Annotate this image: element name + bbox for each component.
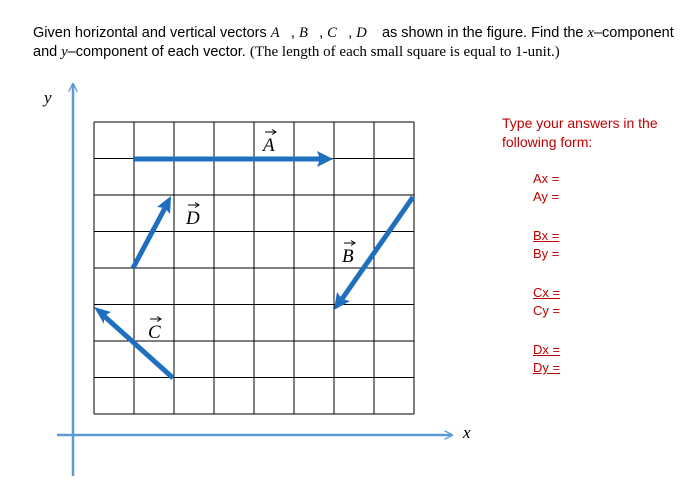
svg-text:C: C (148, 322, 161, 343)
question-text: Given horizontal and vertical vectors A, B, C, D as shown in the figure. Find the x–component and y–component of each vector. (The length of each small square is equal to 1-unit.) (33, 25, 674, 60)
svg-text:A: A (263, 135, 275, 156)
answer-cy[interactable]: Cy = (533, 303, 561, 318)
answer-by[interactable]: By = (533, 246, 560, 261)
vector-label-a (261, 130, 276, 157)
vector-symbol-c: C (327, 25, 349, 41)
svg-text:D: D (186, 208, 200, 229)
answer-panel (502, 114, 692, 398)
svg-text:B: B (342, 246, 354, 267)
vector-label-c (148, 317, 161, 344)
y-variable: y (61, 44, 68, 60)
vector-a (133, 151, 333, 167)
answer-cx[interactable]: Cx = (533, 285, 561, 300)
x-axis-label: x (463, 423, 471, 442)
question-and: and (33, 44, 58, 60)
question-intro: Given horizontal and vertical vectors (33, 25, 267, 41)
answer-group-a (533, 170, 692, 206)
answer-dx[interactable]: Dx = (533, 342, 561, 357)
vector-symbol-d: D (356, 25, 378, 41)
answer-instructions: Type your answers in the following form: (502, 115, 658, 150)
question-mid: as shown in the figure. Find the (381, 25, 584, 41)
question-dash-1: –component (593, 25, 674, 41)
vector-symbol-a: A (270, 25, 291, 41)
answer-fields (533, 170, 692, 377)
question-note: (The length of each small square is equal to 1-unit.) (249, 44, 560, 60)
answer-ax[interactable]: Ax = (533, 171, 560, 186)
x-variable: x (587, 25, 594, 41)
answer-group-c (533, 284, 692, 320)
vector-label-b (342, 241, 355, 268)
answer-dy[interactable]: Dy = (533, 360, 561, 375)
answer-group-d (533, 341, 692, 377)
vector-symbol-b: B (298, 25, 320, 41)
y-axis-label: y (44, 88, 52, 107)
answer-ay[interactable]: Ay = (533, 189, 560, 204)
question-dash-2: –component of each vector. (67, 44, 246, 60)
answer-group-b (533, 227, 692, 263)
answer-bx[interactable]: Bx = (533, 228, 560, 243)
vector-label-d (185, 203, 200, 230)
